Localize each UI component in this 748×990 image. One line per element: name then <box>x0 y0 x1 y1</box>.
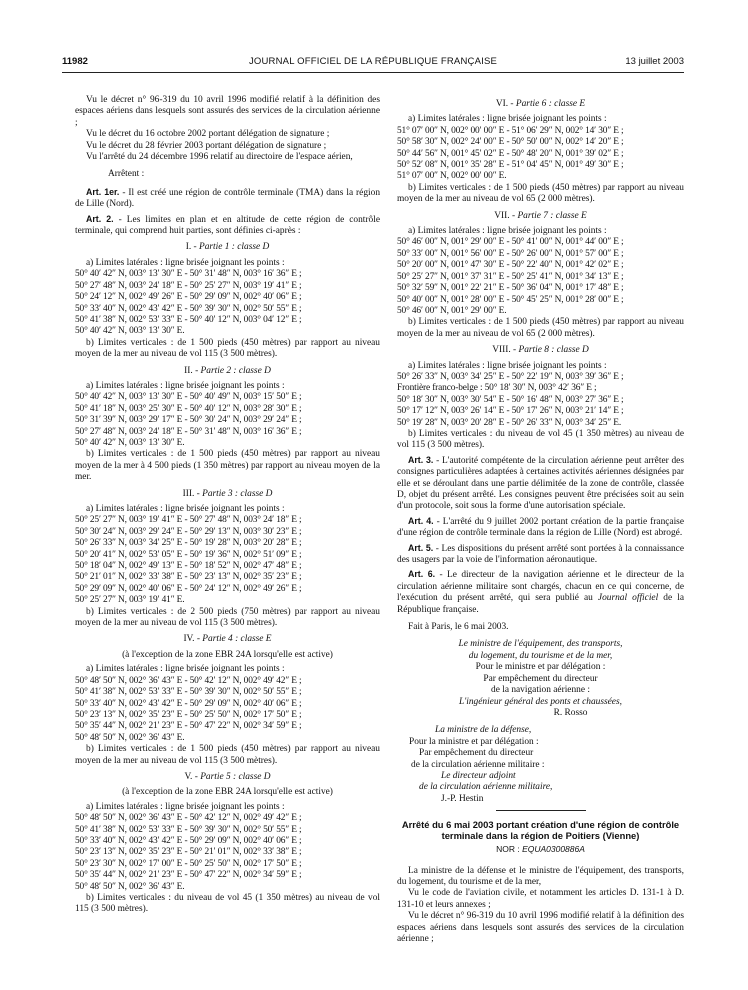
signatory-role: Le directeur adjoint <box>441 770 516 781</box>
delegation-line: de la circulation aérienne militaire : <box>411 759 545 770</box>
coordinate-line: 50° 20′ 41″ N, 002° 53′ 05″ E - 50° 19′ 36″ N, 002° 51′ 09″ E ; <box>75 549 302 560</box>
signatory-role: L'ingénieur général des ponts et chaussées, <box>459 696 622 707</box>
part-title <box>75 489 380 500</box>
arretent-heading: Arrêtent : <box>108 169 145 180</box>
vertical-limits: b) Limites verticales : de 2 500 pieds (750 mètres) par rapport au niveau moyen de la mer au niveau de vol 115 (3 500 mètres). <box>75 606 380 629</box>
article-label: Art. 2. <box>86 213 114 224</box>
delegation-line: Par empêchement du directeur <box>419 748 534 759</box>
coordinate-line: 50° 23′ 13″ N, 002° 35′ 23″ E - 50° 25′ 50″ N, 002° 17′ 50″ E ; <box>75 709 302 720</box>
article-label: Art. 4. <box>408 515 434 526</box>
article-text: - Les dispositions du présent arrêté sont portées à la connaissance des usagers par la voie de l'information aéronautique. <box>397 543 684 566</box>
coordinate-line: 50° 23′ 13″ N, 002° 35′ 23″ E - 50° 21′ 01″ N, 002° 33′ 38″ E ; <box>75 847 302 858</box>
article-label: Art. 5. <box>408 542 434 553</box>
visa-paragraph: Vu le décret du 28 février 2003 portant délégation de signature ; <box>86 140 327 151</box>
coordinate-line: 50° 40′ 00″ N, 001° 28′ 00″ E - 50° 45′ 25″ N, 001° 28′ 00″ E ; <box>397 294 624 305</box>
part-subtitle: (à l'exception de la zone EBR 24A lorsqu'elle est active) <box>122 649 333 660</box>
coordinate-line: 50° 52′ 08″ N, 001° 35′ 28″ E - 51° 04′ 45″ N, 001° 49′ 30″ E ; <box>397 160 624 171</box>
coordinate-line: 50° 17′ 12″ N, 003° 26′ 14″ E - 50° 17′ 26″ N, 003° 21′ 14″ E ; <box>397 406 624 417</box>
coordinate-line: 50° 41′ 18″ N, 003° 25′ 30″ E - 50° 40′ 12″ N, 003° 28′ 30″ E ; <box>75 403 302 414</box>
part-number: VI. <box>495 99 509 109</box>
part-title-text: - Partie 2 : classe D <box>192 365 271 376</box>
coordinate-line: 50° 25′ 27″ N, 003° 19′ 41″ E. <box>75 595 185 606</box>
preamble-paragraph: La ministre de la défense et le ministre de l'équipement, des transports, du logement, du tourisme et de la mer, <box>397 865 684 887</box>
vertical-limits: b) Limites verticales : de 1 500 pieds (450 mètres) par rapport au niveau moyen de la mer au niveau de vol 115 (3 500 mètres). <box>75 337 380 360</box>
article-text: - L'autorité compétente de la circulation aérienne peut arrêter des consignes particulières adaptées à certaines activités aériennes désignées par elle et se déroulant dans une partie délimitée de la zone de contrôle, classée D, objet du présent arrêté. Les consignes peuvent être précisées soit au sein d'un protocole, soit sous la forme d'une autorisation spéciale. <box>397 455 684 512</box>
journal-title: JOURNAL OFFICIEL DE LA RÉPUBLIQUE FRANÇAISE <box>248 56 498 67</box>
coordinate-line: 50° 31′ 39″ N, 003° 29′ 17″ E - 50° 30′ 24″ N, 003° 29′ 24″ E ; <box>75 415 302 426</box>
header-rule <box>62 72 684 73</box>
coordinate-line: 50° 18′ 04″ N, 002° 49′ 13″ E - 50° 18′ 52″ N, 002° 47′ 48″ E ; <box>75 561 302 572</box>
lateral-limits: a) Limites latérales : ligne brisée joignant les points : <box>86 801 285 812</box>
article-label: Art. 3. <box>408 454 434 465</box>
article-paragraph <box>397 455 684 513</box>
issue-date: 13 juillet 2003 <box>625 56 684 67</box>
article-label: Art. 1er. <box>86 186 120 197</box>
coordinate-line: 51° 07′ 00″ N, 002° 00′ 00″ E. <box>397 171 507 182</box>
separator-rule <box>496 810 586 811</box>
part-title <box>75 772 380 783</box>
fait-a-paris: Fait à Paris, le 6 mai 2003. <box>408 622 509 633</box>
minister-title: La ministre de la défense, <box>435 725 532 736</box>
coordinate-line: 50° 41′ 38″ N, 002° 53′ 33″ E - 50° 39′ 30″ N, 002° 50′ 55″ E ; <box>75 824 302 835</box>
coordinate-line: 50° 40′ 42″ N, 003° 13′ 30″ E - 50° 40′ 49″ N, 003° 15′ 50″ E ; <box>75 392 302 403</box>
coordinate-line: 50° 41′ 38″ N, 002° 53′ 33″ E - 50° 40′ 12″ N, 003° 04′ 12″ E ; <box>75 314 302 325</box>
nor-code: EQUA0300886A <box>522 844 585 855</box>
delegation-line: de la navigation aérienne : <box>491 685 590 696</box>
minister-title: Le ministre de l'équipement, des transports, <box>458 639 623 650</box>
part-title-text: - Partie 6 : classe E <box>508 99 586 109</box>
coordinate-line: 50° 33′ 40″ N, 002° 43′ 42″ E - 50° 29′ 09″ N, 002° 40′ 06″ E ; <box>75 698 302 709</box>
article-paragraph <box>397 543 684 567</box>
visa-paragraph: Vu le décret du 16 octobre 2002 portant délégation de signature ; <box>86 129 330 140</box>
page-number: 11982 <box>62 56 88 67</box>
part-number: VII. <box>494 210 510 221</box>
preamble-paragraph: Vu le décret n° 96-319 du 10 avril 1996 modifié relatif à la définition des espaces aériens dans lesquels sont assurés des services de la circulation aérienne ; <box>397 911 684 944</box>
article-text: - Les limites en plan et en altitude de cette région de contrôle terminale, qui comprend huit parties, sont définies ci-après : <box>75 214 380 237</box>
article-1 <box>75 187 380 211</box>
vertical-limits: b) Limites verticales : de 1 500 pieds (450 mètres) par rapport au niveau moyen de la mer au niveau de vol 65 (2 000 mètres). <box>397 182 684 205</box>
coordinate-line: 50° 35′ 44″ N, 002° 21′ 23″ E - 50° 47′ 22″ N, 002° 34′ 59″ E ; <box>75 870 302 881</box>
coordinate-line: 50° 48′ 50″ N, 002° 36′ 43″ E - 50° 42′ 12″ N, 002° 49′ 42″ E ; <box>75 675 302 686</box>
part-title <box>75 366 380 377</box>
coordinate-line: 50° 40′ 42″ N, 003° 13′ 30″ E. <box>75 326 185 337</box>
delegation-line: Pour le ministre et par délégation : <box>475 662 606 673</box>
lateral-limits: a) Limites latérales : ligne brisée joignant les points : <box>86 504 285 514</box>
delegation-line: Par empêchement du directeur <box>483 673 598 684</box>
coordinate-line: 50° 41′ 38″ N, 002° 53′ 33″ E - 50° 39′ 30″ N, 002° 50′ 55″ E ; <box>75 687 302 698</box>
coordinate-line: 50° 58′ 30″ N, 002° 24′ 00″ E - 50° 50′ 00″ N, 002° 14′ 20″ E ; <box>397 137 624 148</box>
part-title-text: - Partie 5 : classe D <box>192 771 271 782</box>
coordinate-line: 50° 32′ 59″ N, 001° 22′ 21″ E - 50° 36′ 04″ N, 001° 17′ 48″ E ; <box>397 283 624 294</box>
left-column <box>75 95 380 916</box>
coordinate-line: 50° 23′ 30″ N, 002° 17′ 00″ E - 50° 25′ 50″ N, 002° 17′ 50″ E ; <box>75 858 302 869</box>
part-number: III. <box>182 488 195 499</box>
coordinate-line: 50° 25′ 27″ N, 001° 37′ 31″ E - 50° 25′ 41″ N, 001° 34′ 13″ E ; <box>397 271 624 282</box>
lateral-limits: a) Limites latérales : ligne brisée joignant les points : <box>408 114 607 125</box>
part-number: V. <box>184 771 193 782</box>
part-number: VIII. <box>492 345 511 356</box>
coordinate-line: 51° 07′ 00″ N, 002° 00′ 00″ E - 51° 06′ 29″ N, 002° 14′ 30″ E ; <box>397 125 624 136</box>
coordinate-line: 50° 44′ 56″ N, 001° 45′ 02″ E - 50° 48′ 20″ N, 001° 39′ 02″ E ; <box>397 148 624 159</box>
coordinate-line: 50° 46′ 00″ N, 001° 29′ 00″ E - 50° 41′ 00″ N, 001° 44′ 00″ E ; <box>397 237 624 248</box>
journal-name: Journal officiel <box>597 593 659 604</box>
part-title <box>397 211 684 222</box>
coordinate-line: 50° 27′ 48″ N, 003° 24′ 18″ E - 50° 31′ 48″ N, 003° 16′ 36″ E ; <box>75 426 302 437</box>
vertical-limits: b) Limites verticales : du niveau de vol 45 (1 350 mètres) au niveau de vol 115 (3 500 mètres). <box>75 893 380 915</box>
part-number: II. <box>184 365 193 376</box>
signature-block-equipement <box>397 639 684 719</box>
coordinate-line: 50° 40′ 42″ N, 003° 13′ 30″ E. <box>75 437 185 448</box>
part-title-text: - Partie 3 : classe D <box>194 488 273 499</box>
lateral-limits: a) Limites latérales : ligne brisée joignant les points : <box>86 664 285 675</box>
right-column <box>397 94 684 945</box>
signatory-name: R. Rosso <box>553 707 588 718</box>
article-text: de la République française. <box>397 593 684 615</box>
nor-reference <box>397 844 684 855</box>
coordinate-line: 50° 27′ 48″ N, 003° 24′ 18″ E - 50° 25′ 27″ N, 003° 19′ 41″ E ; <box>75 280 302 291</box>
part-number: I. <box>185 242 192 253</box>
coordinate-line: 50° 40′ 42″ N, 003° 13′ 30″ E - 50° 31′ 48″ N, 003° 16′ 36″ E ; <box>75 269 302 280</box>
coordinate-line: 50° 33′ 40″ N, 002° 43′ 42″ E - 50° 39′ 30″ N, 002° 50′ 55″ E ; <box>75 303 302 314</box>
part-number: IV. <box>183 634 195 645</box>
right-parts-list <box>397 99 684 452</box>
coordinate-line: 50° 18′ 30″ N, 003° 30′ 54″ E - 50° 16′ 48″ N, 003° 27′ 36″ E ; <box>397 394 624 405</box>
lateral-limits: a) Limites latérales : ligne brisée joignant les points : <box>408 226 607 237</box>
visa-paragraph: Vu le décret n° 96-319 du 10 avril 1996 modifié relatif à la définition des espaces aériens dans lesquels sont assurés des services de la circulation aérienne ; <box>75 95 380 128</box>
part-title-text: - Partie 8 : classe D <box>510 345 589 356</box>
coordinate-line: 50° 25′ 27″ N, 003° 19′ 41″ E - 50° 27′ 48″ N, 003° 24′ 18″ E ; <box>75 515 302 526</box>
coordinate-line: 50° 30′ 24″ N, 003° 29′ 24″ E - 50° 29′ 13″ N, 003° 30′ 23″ E ; <box>75 526 302 537</box>
lateral-limits: a) Limites latérales : ligne brisée joignant les points : <box>408 360 607 371</box>
part-title <box>75 634 380 645</box>
signature-block-defense <box>397 725 684 805</box>
vertical-limits: b) Limites verticales : de 1 500 pieds (450 mètres) par rapport au niveau moyen de la mer au niveau de vol 115 (3 500 mètres). <box>75 744 380 766</box>
coordinate-line: 50° 46′ 00″ N, 001° 29′ 00″ E. <box>397 305 507 316</box>
article-text: - Le directeur de la navigation aérienne et le directeur de la circulation aérienne militaire sont chargés, chacun en ce qui concerne, de l'exécution du présent arrêté, qui sera publié au <box>397 570 684 604</box>
preamble-paragraph: Vu le code de l'aviation civile, et notamment les articles D. 131-1 à D. 131-10 et leurs annexes ; <box>397 888 684 910</box>
minister-title: du logement, du tourisme et de la mer, <box>468 650 613 661</box>
lateral-limits: a) Limites latérales : ligne brisée joignant les points : <box>86 257 285 268</box>
coordinate-line: 50° 48′ 50″ N, 002° 36′ 43″ E. <box>75 881 185 892</box>
coordinate-line: 50° 33′ 00″ N, 001° 56′ 00″ E - 50° 26′ 00″ N, 001° 57′ 00″ E ; <box>397 248 624 259</box>
nor-label: NOR : <box>496 844 523 855</box>
coordinate-line: 50° 35′ 44″ N, 002° 21′ 23″ E - 50° 47′ 22″ N, 002° 34′ 59″ E ; <box>75 721 302 732</box>
coordinate-line: 50° 24′ 12″ N, 002° 49′ 26″ E - 50° 29′ 09″ N, 002° 40′ 06″ E ; <box>75 292 302 303</box>
vertical-limits: b) Limites verticales : du niveau de vol 45 (1 350 mètres) au niveau de vol 115 (3 500 mètres). <box>397 428 684 451</box>
coordinate-line: Frontière franco-belge : 50° 18′ 30″ N, 003° 42′ 36″ E ; <box>397 383 597 394</box>
vertical-limits: b) Limites verticales : de 1 500 pieds (450 mètres) par rapport au niveau moyen de la mer à 4 500 pieds (1 350 mètres) par rapport au niveau moyen de la mer. <box>75 449 380 483</box>
part-title <box>75 242 380 253</box>
article-text: - Il est créé une région de contrôle terminale (TMA) dans la région de Lille (Nord). <box>75 187 381 210</box>
visa-paragraph: Vu l'arrêté du 24 décembre 1996 relatif au directoire de l'espace aérien, <box>86 152 353 163</box>
coordinate-line: 50° 48′ 50″ N, 002° 36′ 43″ E - 50° 42′ 12″ N, 002° 49′ 42″ E ; <box>75 813 302 824</box>
coordinate-line: 50° 21′ 01″ N, 002° 33′ 38″ E - 50° 23′ 13″ N, 002° 35′ 23″ E ; <box>75 572 302 583</box>
lateral-limits: a) Limites latérales : ligne brisée joignant les points : <box>86 380 285 391</box>
coordinate-line: 50° 26′ 33″ N, 003° 34′ 25″ E - 50° 19′ 28″ N, 003° 20′ 28″ E ; <box>75 538 302 549</box>
coordinate-line: 50° 29′ 09″ N, 002° 40′ 06″ E - 50° 24′ 12″ N, 002° 49′ 26″ E ; <box>75 583 302 594</box>
part-title-text: - Partie 4 : classe E <box>194 634 272 645</box>
article-label: Art. 6. <box>408 569 436 580</box>
part-subtitle: (à l'exception de la zone EBR 24A lorsqu'elle est active) <box>122 787 333 798</box>
coordinate-line: 50° 26′ 33″ N, 003° 34′ 25″ E - 50° 22′ 19″ N, 003° 39′ 36″ E ; <box>397 371 624 382</box>
coordinate-line: 50° 33′ 40″ N, 002° 43′ 42″ E - 50° 29′ 09″ N, 002° 40′ 06″ E ; <box>75 835 302 846</box>
article-6 <box>397 569 684 616</box>
signatory-role: de la circulation aérienne militaire, <box>419 782 553 793</box>
arrete-title: Arrêté du 6 mai 2003 portant création d'une région de contrôle terminale dans la région de Poitiers (Vienne) <box>401 819 680 842</box>
article-paragraph <box>397 516 684 540</box>
part-title-text: - Partie 1 : classe D <box>191 242 270 253</box>
right-articles-list <box>397 452 684 567</box>
coordinate-line: 50° 48′ 50″ N, 002° 36′ 43″ E. <box>75 732 185 743</box>
coordinate-line: 50° 20′ 00″ N, 001° 47′ 30″ E - 50° 22′ 40″ N, 001° 42′ 02″ E ; <box>397 260 624 271</box>
coordinate-line: 50° 19′ 28″ N, 003° 20′ 28″ E - 50° 26′ 33″ N, 003° 34′ 25″ E. <box>397 417 622 428</box>
delegation-line: Pour la ministre et par délégation : <box>409 736 539 747</box>
left-parts-list <box>75 242 380 915</box>
part-title-text: - Partie 7 : classe E <box>509 210 587 221</box>
vertical-limits: b) Limites verticales : de 1 500 pieds (450 mètres) par rapport au niveau moyen de la mer au niveau de vol 65 (2 000 mètres). <box>397 317 684 339</box>
part-title <box>397 99 684 110</box>
part-title <box>397 345 684 356</box>
signatory-name: J.-P. Hestin <box>441 793 484 804</box>
article-2 <box>75 214 380 238</box>
article-text: - L'arrêté du 9 juillet 2002 portant création de la partie française d'une région de contrôle terminale dans la région de Lille (Nord) est abrogé. <box>397 516 684 539</box>
page-header <box>62 56 684 70</box>
